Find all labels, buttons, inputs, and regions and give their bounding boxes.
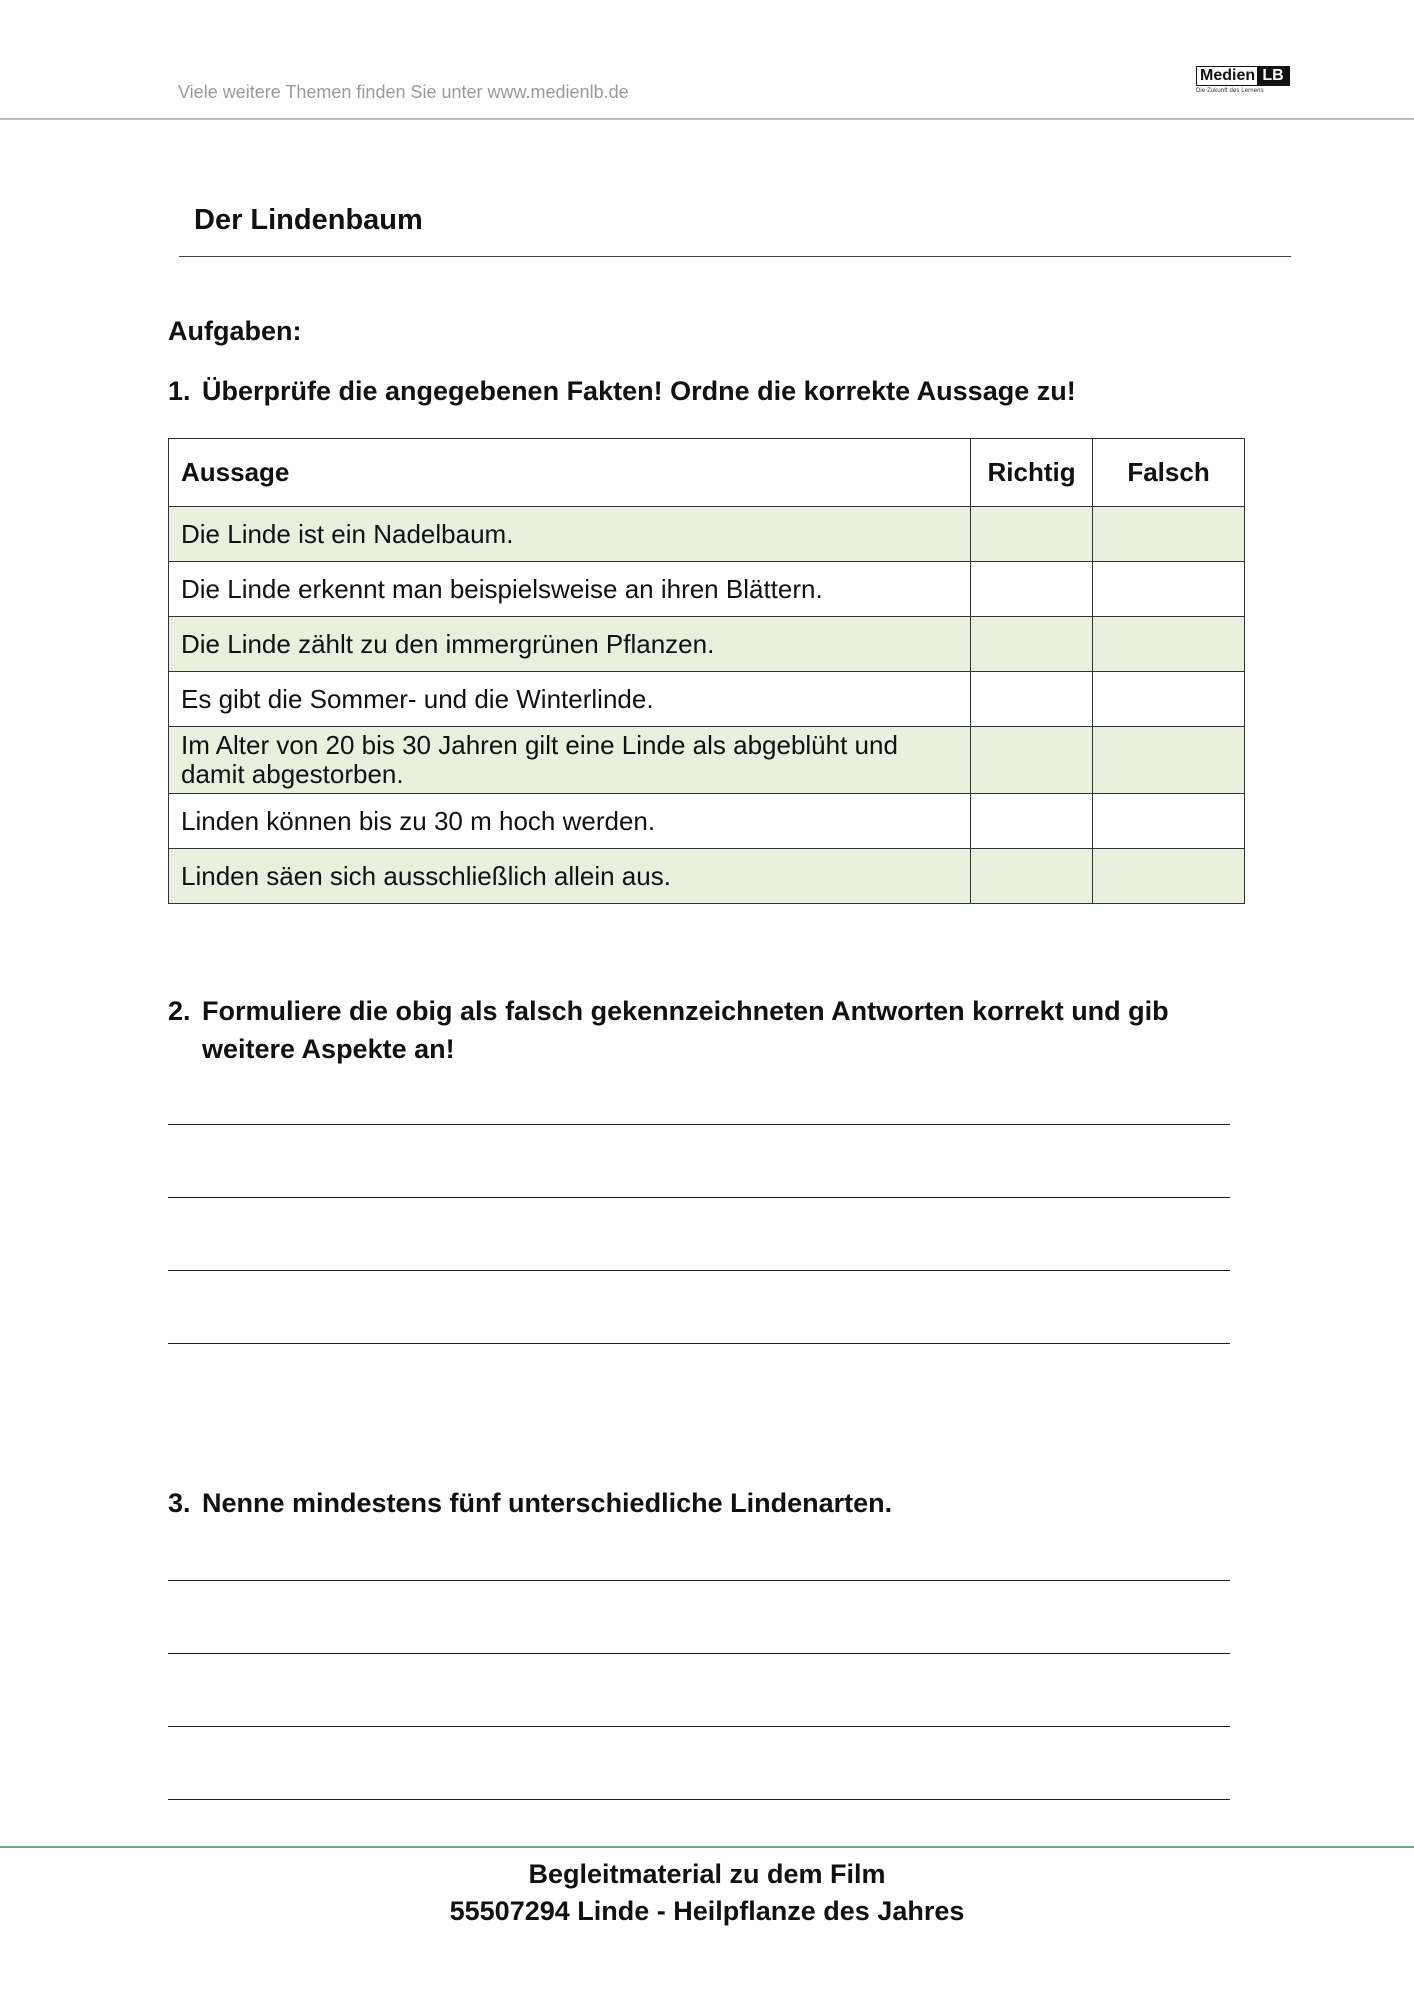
title-underline xyxy=(179,256,1291,257)
task-2-text: Formuliere die obig als falsch gekennzeichneten Antworten korrekt und gib weitere Aspekte an! xyxy=(202,996,1169,1064)
richtig-checkbox-cell[interactable] xyxy=(971,727,1093,794)
statement-cell: Die Linde erkennt man beispielsweise an ihren Blättern. xyxy=(169,562,971,617)
answer-line[interactable] xyxy=(168,1580,1230,1581)
answer-line[interactable] xyxy=(168,1270,1230,1271)
task-3-text: Nenne mindestens fünf unterschiedliche Lindenarten. xyxy=(202,1488,893,1518)
richtig-checkbox-cell[interactable] xyxy=(971,849,1093,904)
richtig-checkbox-cell[interactable] xyxy=(971,794,1093,849)
facts-table xyxy=(168,438,1245,904)
falsch-checkbox-cell[interactable] xyxy=(1093,562,1245,617)
footer xyxy=(0,1856,1414,1930)
logo-text-lb: LB xyxy=(1257,67,1289,85)
header-aussage: Aussage xyxy=(169,439,971,507)
table-row xyxy=(169,672,1245,727)
task-1-heading xyxy=(168,372,1262,410)
statement-cell: Die Linde ist ein Nadelbaum. xyxy=(169,507,971,562)
medienlb-logo xyxy=(1196,66,1290,96)
header-falsch: Falsch xyxy=(1093,439,1245,507)
task-2-number: 2. xyxy=(168,996,191,1026)
falsch-checkbox-cell[interactable] xyxy=(1093,507,1245,562)
header-divider xyxy=(0,118,1414,120)
header-note: Viele weitere Themen finden Sie unter www.medienlb.de xyxy=(178,82,629,102)
table-row xyxy=(169,727,1245,794)
table-row xyxy=(169,562,1245,617)
falsch-checkbox-cell[interactable] xyxy=(1093,849,1245,904)
page-title: Der Lindenbaum xyxy=(194,204,423,236)
answer-line[interactable] xyxy=(168,1124,1230,1125)
table-header-row xyxy=(169,439,1245,507)
answer-line[interactable] xyxy=(168,1343,1230,1344)
task-3-number: 3. xyxy=(168,1488,191,1518)
footer-line-2: 55507294 Linde - Heilpflanze des Jahres xyxy=(449,1896,965,1926)
statement-cell: Linden säen sich ausschließlich allein aus. xyxy=(169,849,971,904)
logo-tagline: Die Zukunft des Lernens xyxy=(1196,88,1264,94)
footer-line-1: Begleitmaterial zu dem Film xyxy=(528,1859,886,1889)
logo-text-medien: Medien xyxy=(1197,67,1257,85)
statement-cell: Linden können bis zu 30 m hoch werden. xyxy=(169,794,971,849)
richtig-checkbox-cell[interactable] xyxy=(971,507,1093,562)
table-row xyxy=(169,507,1245,562)
statement-cell: Es gibt die Sommer- und die Winterlinde. xyxy=(169,672,971,727)
tasks-heading: Aufgaben: xyxy=(168,316,302,346)
table-row xyxy=(169,794,1245,849)
answer-line[interactable] xyxy=(168,1799,1230,1800)
richtig-checkbox-cell[interactable] xyxy=(971,617,1093,672)
task-3-heading xyxy=(168,1484,1262,1522)
statement-cell: Im Alter von 20 bis 30 Jahren gilt eine Linde als abgeblüht und damit abgestorben. xyxy=(169,727,971,794)
falsch-checkbox-cell[interactable] xyxy=(1093,727,1245,794)
answer-line[interactable] xyxy=(168,1197,1230,1198)
richtig-checkbox-cell[interactable] xyxy=(971,672,1093,727)
statement-cell: Die Linde zählt zu den immergrünen Pflanzen. xyxy=(169,617,971,672)
task-2-heading xyxy=(168,992,1262,1068)
falsch-checkbox-cell[interactable] xyxy=(1093,794,1245,849)
falsch-checkbox-cell[interactable] xyxy=(1093,617,1245,672)
falsch-checkbox-cell[interactable] xyxy=(1093,672,1245,727)
task-1-text: Überprüfe die angegebenen Fakten! Ordne die korrekte Aussage zu! xyxy=(202,376,1076,406)
table-row xyxy=(169,849,1245,904)
table-row xyxy=(169,617,1245,672)
richtig-checkbox-cell[interactable] xyxy=(971,562,1093,617)
answer-line[interactable] xyxy=(168,1653,1230,1654)
footer-divider xyxy=(0,1846,1414,1848)
answer-line[interactable] xyxy=(168,1726,1230,1727)
task-1-number: 1. xyxy=(168,376,191,406)
header-richtig: Richtig xyxy=(971,439,1093,507)
